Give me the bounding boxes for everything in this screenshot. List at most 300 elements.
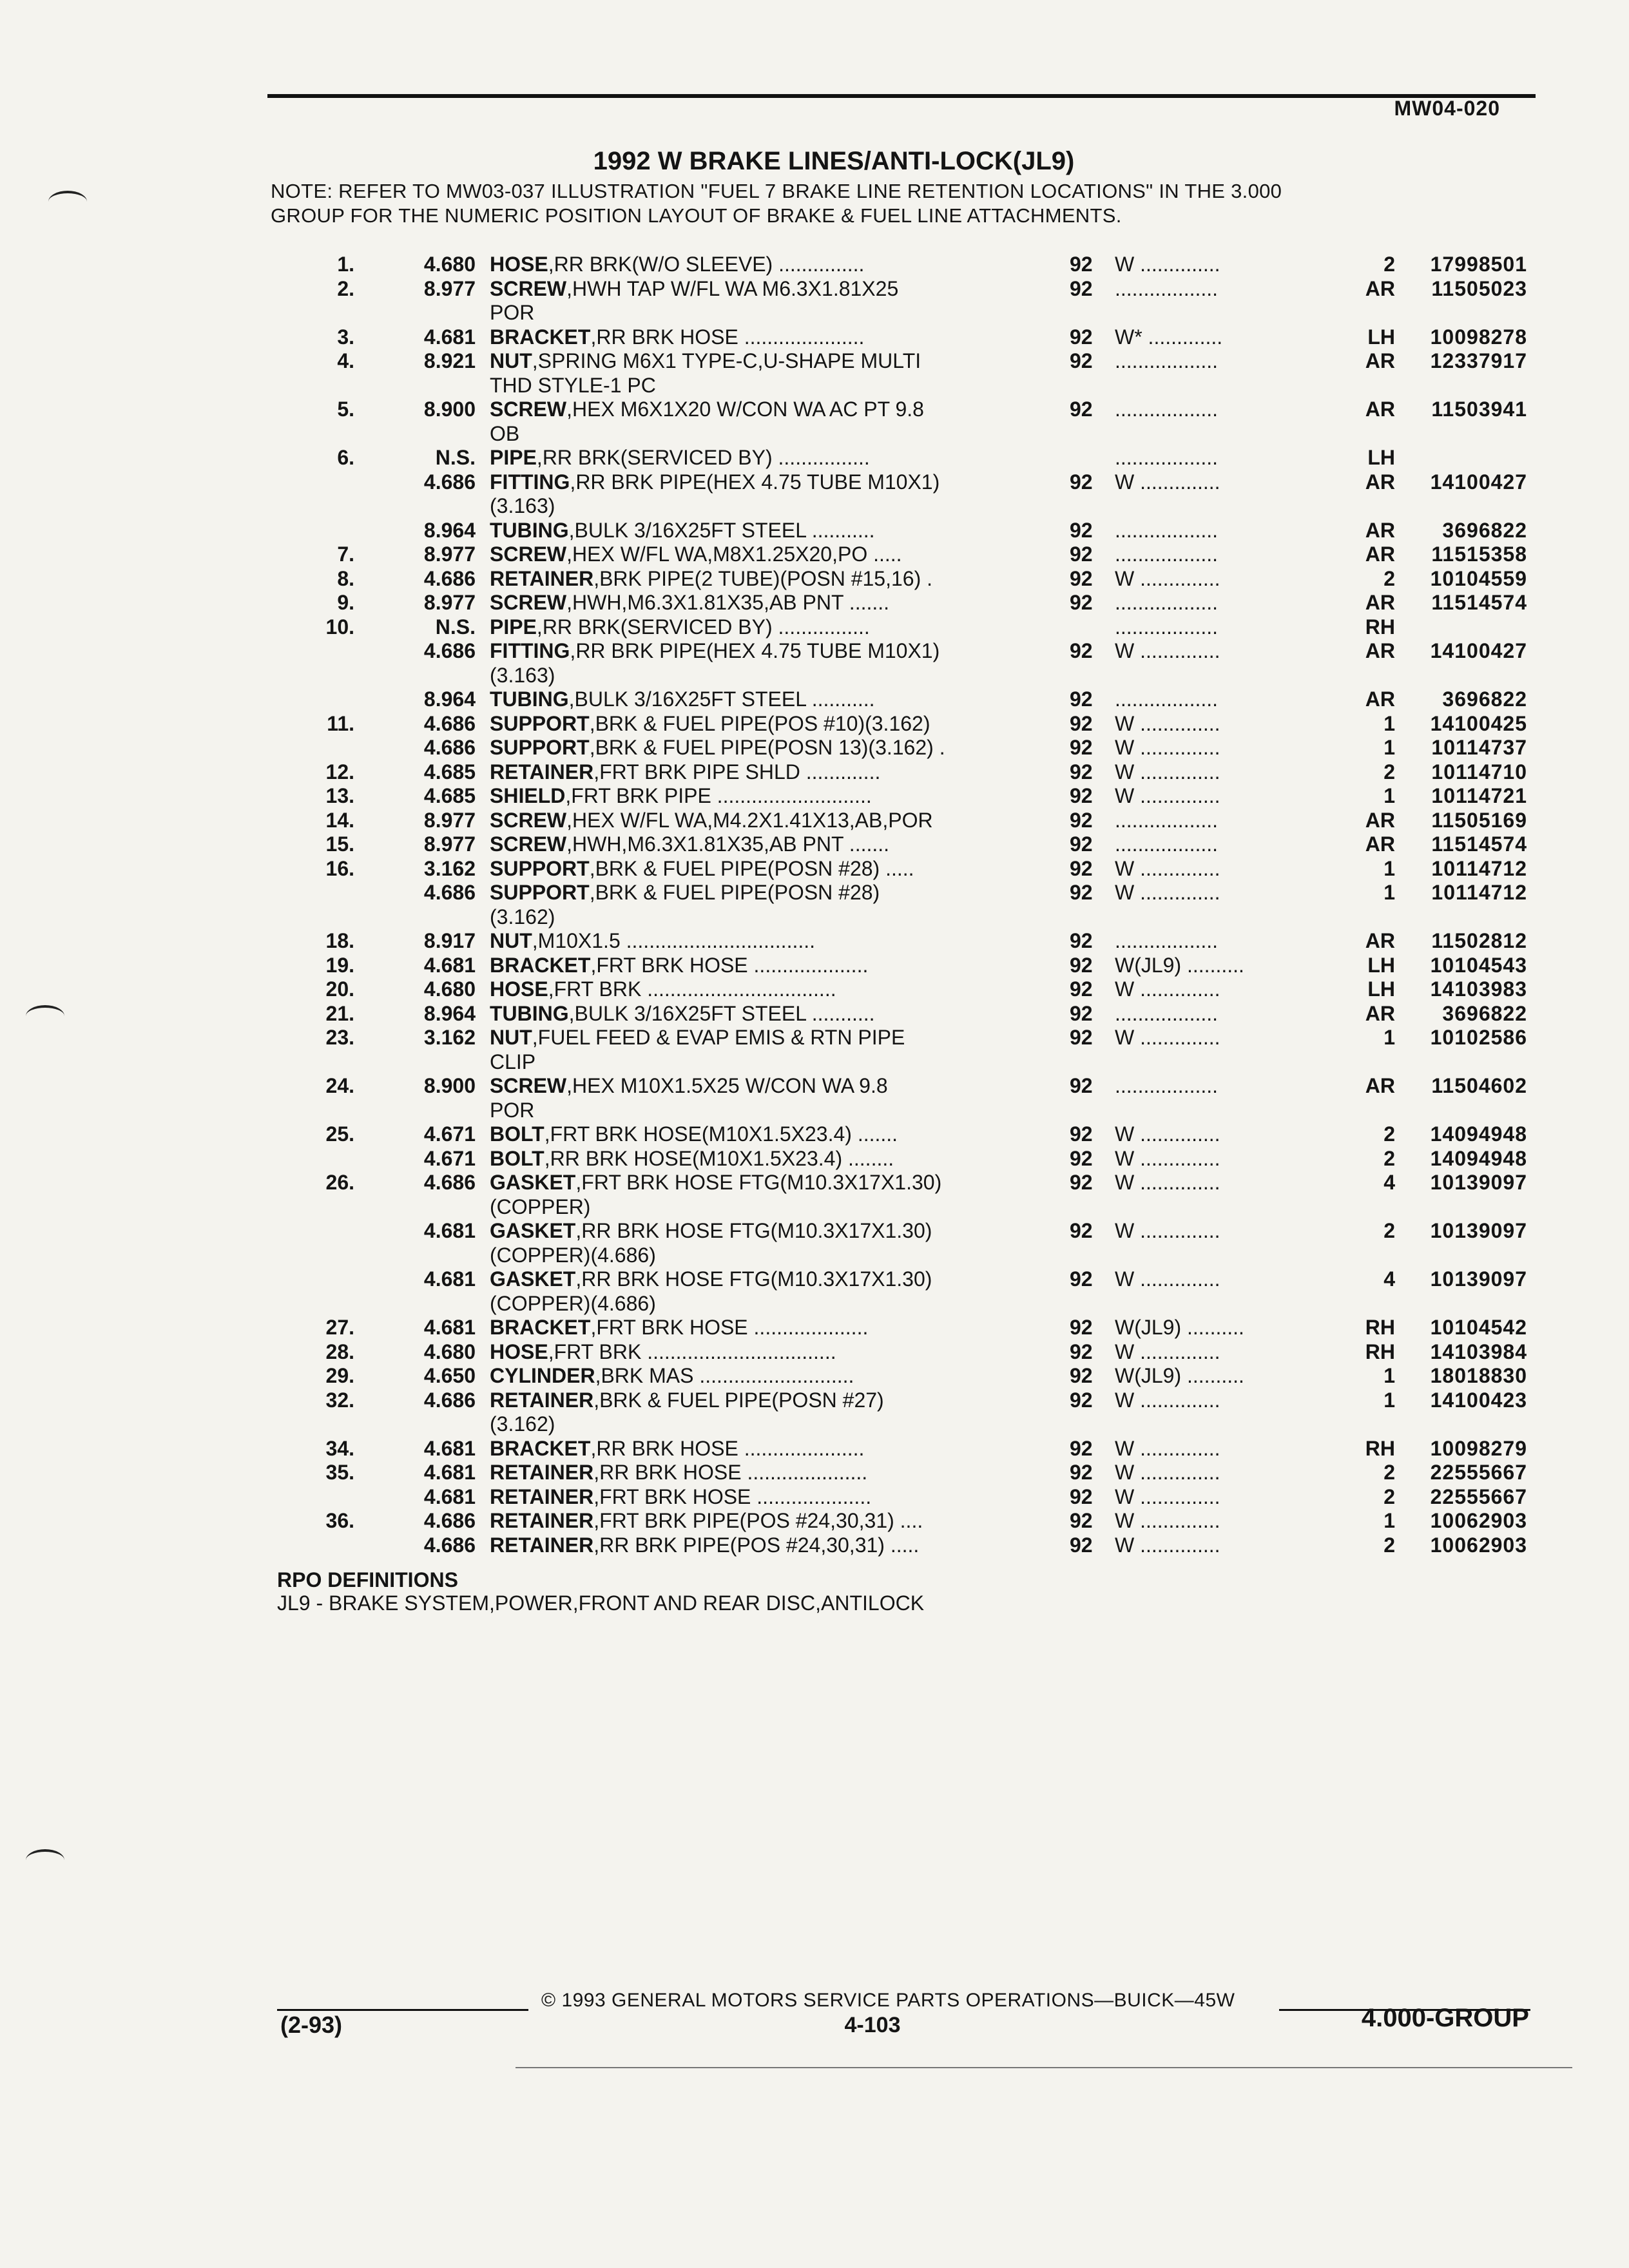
series-code: .................. xyxy=(1115,687,1219,711)
model-year: 92 xyxy=(1070,398,1093,421)
table-row xyxy=(0,1364,1629,1389)
quantity: 1 xyxy=(1383,736,1395,759)
part-description xyxy=(490,1147,1018,1171)
position-number: 21. xyxy=(325,1001,354,1025)
table-row xyxy=(0,615,1629,640)
series-code: W .............. xyxy=(1115,1146,1220,1170)
model-year: 92 xyxy=(1070,253,1093,276)
part-number: 11504602 xyxy=(1431,1074,1527,1097)
table-row xyxy=(0,1219,1629,1244)
table-row xyxy=(0,1461,1629,1485)
model-year: 92 xyxy=(1070,1001,1093,1025)
quantity: AR xyxy=(1365,808,1395,832)
table-row xyxy=(0,687,1629,712)
footer-rule-left xyxy=(277,2009,528,2011)
model-year: 92 xyxy=(1070,543,1093,566)
part-name: RETAINER xyxy=(490,1509,594,1532)
series-code: W .............. xyxy=(1115,1267,1220,1291)
part-name: HOSE xyxy=(490,977,548,1001)
table-row xyxy=(0,905,1629,930)
position-number: 25. xyxy=(325,1122,354,1146)
model-year: 92 xyxy=(1070,977,1093,1001)
part-detail: (3.162) xyxy=(490,905,555,928)
quantity: 1 xyxy=(1383,711,1395,735)
series-code: W .............. xyxy=(1115,1026,1220,1049)
part-description xyxy=(490,1050,1018,1075)
part-detail: (COPPER)(4.686) xyxy=(490,1243,656,1267)
part-name: SCREW xyxy=(490,398,567,421)
part-detail: (3.163) xyxy=(490,663,555,687)
part-number: 11515358 xyxy=(1431,543,1527,566)
table-row xyxy=(0,1050,1629,1075)
part-detail: ,M10X1.5 ................................. xyxy=(532,929,816,952)
part-detail: ,BULK 3/16X25FT STEEL ........... xyxy=(568,518,875,542)
group-number: 8.977 xyxy=(423,832,476,856)
table-row xyxy=(0,1099,1629,1123)
part-description xyxy=(490,1195,1018,1220)
model-year: 92 xyxy=(1070,881,1093,904)
part-detail: ,BRK MAS ........................... xyxy=(595,1364,854,1387)
part-name: FITTING xyxy=(490,470,570,494)
quantity: AR xyxy=(1365,518,1395,542)
part-number: 10139097 xyxy=(1430,1171,1527,1194)
part-description xyxy=(490,857,1018,881)
series-code: W(JL9) .......... xyxy=(1115,1316,1244,1339)
series-code: .................. xyxy=(1115,543,1219,566)
part-number: 14103983 xyxy=(1430,977,1527,1001)
series-code: W .............. xyxy=(1115,1171,1220,1194)
position-number: 3. xyxy=(337,325,354,349)
position-number: 8. xyxy=(337,566,354,590)
series-code: W .............. xyxy=(1115,1509,1220,1532)
series-code: W .............. xyxy=(1115,253,1220,276)
part-description xyxy=(490,1412,1018,1437)
model-year: 92 xyxy=(1070,470,1093,494)
group-number: 8.964 xyxy=(423,687,476,711)
quantity: AR xyxy=(1365,349,1395,372)
part-name: CYLINDER xyxy=(490,1364,595,1387)
part-name: TUBING xyxy=(490,687,569,711)
position-number: 6. xyxy=(337,446,354,469)
table-row xyxy=(0,1533,1629,1558)
part-description xyxy=(490,1461,1018,1485)
model-year: 92 xyxy=(1070,639,1093,662)
model-year: 92 xyxy=(1070,1388,1093,1412)
part-detail: ,FUEL FEED & EVAP EMIS & RTN PIPE xyxy=(532,1026,905,1049)
part-description xyxy=(490,398,1018,422)
table-row xyxy=(0,1340,1629,1365)
part-number: 10139097 xyxy=(1430,1219,1527,1242)
group-number: 4.680 xyxy=(423,977,476,1001)
quantity: LH xyxy=(1367,446,1395,469)
part-description xyxy=(490,954,1018,978)
part-description xyxy=(490,736,1018,760)
part-number: 3696822 xyxy=(1442,687,1527,711)
part-description xyxy=(490,325,1018,350)
series-code: W .............. xyxy=(1115,711,1220,735)
table-row xyxy=(0,277,1629,302)
position-number: 32. xyxy=(325,1388,354,1412)
part-number: 14100425 xyxy=(1430,711,1527,735)
part-detail: ,SPRING M6X1 TYPE-C,U-SHAPE MULTI xyxy=(532,349,921,372)
quantity: 2 xyxy=(1383,1219,1395,1242)
quantity: 4 xyxy=(1383,1267,1395,1291)
group-number: 4.681 xyxy=(423,1485,476,1508)
model-year: 92 xyxy=(1070,1436,1093,1460)
position-number: 19. xyxy=(325,953,354,977)
part-detail: ,RR BRK PIPE(POS #24,30,31) ..... xyxy=(593,1533,920,1557)
series-code: W .............. xyxy=(1115,1219,1220,1242)
table-row xyxy=(0,519,1629,543)
part-description xyxy=(490,1171,1018,1195)
position-number: 23. xyxy=(325,1026,354,1049)
part-number: 14094948 xyxy=(1430,1122,1527,1146)
model-year: 92 xyxy=(1070,1461,1093,1484)
part-detail: ,HEX W/FL WA,M8X1.25X20,PO ..... xyxy=(566,543,902,566)
table-row xyxy=(0,857,1629,881)
scan-mark-1 xyxy=(48,191,87,213)
group-number: 8.917 xyxy=(423,929,476,952)
part-detail: ,RR BRK HOSE ..................... xyxy=(593,1461,868,1484)
model-year: 92 xyxy=(1070,1122,1093,1146)
quantity: AR xyxy=(1365,591,1395,614)
part-description xyxy=(490,1267,1018,1292)
part-detail: ,RR BRK(SERVICED BY) ................ xyxy=(536,446,870,469)
part-name: SHIELD xyxy=(490,784,566,807)
group-number: 4.685 xyxy=(423,760,476,783)
model-year: 92 xyxy=(1070,711,1093,735)
part-detail: POR xyxy=(490,1098,535,1122)
quantity: AR xyxy=(1365,929,1395,952)
group-number: 4.686 xyxy=(423,1171,476,1194)
part-description xyxy=(490,349,1018,374)
group-number: 4.681 xyxy=(423,953,476,977)
group-number: 4.671 xyxy=(423,1122,476,1146)
part-description xyxy=(490,687,1018,712)
part-number: 10098278 xyxy=(1430,325,1527,349)
position-number: 29. xyxy=(325,1364,354,1387)
series-code: .................. xyxy=(1115,929,1219,952)
part-detail: ,FRT BRK HOSE .................... xyxy=(590,1316,869,1339)
part-description xyxy=(490,1002,1018,1026)
position-number: 34. xyxy=(325,1436,354,1460)
quantity: 1 xyxy=(1383,881,1395,904)
table-row xyxy=(0,977,1629,1002)
model-year: 92 xyxy=(1070,518,1093,542)
part-detail: ,RR BRK PIPE(HEX 4.75 TUBE M10X1) xyxy=(570,639,940,662)
model-year: 92 xyxy=(1070,929,1093,952)
series-code: W .............. xyxy=(1115,784,1220,807)
quantity: RH xyxy=(1365,1316,1395,1339)
part-name: HOSE xyxy=(490,1340,548,1363)
part-detail: ,BRK & FUEL PIPE(POSN #27) xyxy=(593,1388,884,1412)
part-name: NUT xyxy=(490,929,532,952)
quantity: AR xyxy=(1365,832,1395,856)
table-row xyxy=(0,543,1629,567)
part-number: 10098279 xyxy=(1430,1436,1527,1460)
series-code: W .............. xyxy=(1115,1122,1220,1146)
part-number: 10114710 xyxy=(1431,760,1527,783)
part-name: RETAINER xyxy=(490,1533,594,1557)
table-row xyxy=(0,374,1629,398)
part-description xyxy=(490,1122,1018,1147)
position-number: 27. xyxy=(325,1316,354,1339)
model-year: 92 xyxy=(1070,784,1093,807)
part-description xyxy=(490,1292,1018,1316)
table-row xyxy=(0,712,1629,736)
position-number: 9. xyxy=(337,591,354,614)
group-number: N.S. xyxy=(435,446,476,469)
group-number: 4.681 xyxy=(423,1461,476,1484)
position-number: 2. xyxy=(337,276,354,300)
part-name: FITTING xyxy=(490,639,570,662)
position-number: 12. xyxy=(325,760,354,783)
group-number: 4.685 xyxy=(423,784,476,807)
part-detail: (3.162) xyxy=(490,1412,555,1436)
quantity: 1 xyxy=(1383,784,1395,807)
series-code: W .............. xyxy=(1115,1533,1220,1557)
part-detail: ,FRT BRK HOSE FTG(M10.3X17X1.30) xyxy=(575,1171,942,1194)
part-description xyxy=(490,1389,1018,1413)
position-number: 16. xyxy=(325,856,354,880)
position-number: 4. xyxy=(337,349,354,372)
part-detail: POR xyxy=(490,301,535,324)
part-name: TUBING xyxy=(490,1001,569,1025)
part-detail: ,FRT BRK ................................. xyxy=(548,977,836,1001)
part-name: BRACKET xyxy=(490,953,591,977)
part-description xyxy=(490,760,1018,785)
table-row xyxy=(0,929,1629,954)
part-name: PIPE xyxy=(490,446,537,469)
group-number: 8.977 xyxy=(423,543,476,566)
quantity: AR xyxy=(1365,1074,1395,1097)
series-code: .................. xyxy=(1115,591,1219,614)
part-number: 10062903 xyxy=(1430,1533,1527,1557)
position-number: 14. xyxy=(325,808,354,832)
position-number: 15. xyxy=(325,832,354,856)
table-row xyxy=(0,1074,1629,1099)
part-name: GASKET xyxy=(490,1267,576,1291)
group-number: 8.921 xyxy=(423,349,476,372)
quantity: 4 xyxy=(1383,1171,1395,1194)
quantity: AR xyxy=(1365,276,1395,300)
note-line-2: GROUP FOR THE NUMERIC POSITION LAYOUT OF BRAKE & FUEL LINE ATTACHMENTS. xyxy=(271,204,1122,227)
part-name: RETAINER xyxy=(490,1388,594,1412)
series-code: W .............. xyxy=(1115,639,1220,662)
part-number: 10139097 xyxy=(1430,1267,1527,1291)
part-number: 11505169 xyxy=(1431,808,1527,832)
parts-table xyxy=(0,253,1629,1557)
document-id: MW04-020 xyxy=(1394,97,1500,120)
part-name: SUPPORT xyxy=(490,856,590,880)
quantity: AR xyxy=(1365,398,1395,421)
part-detail: ,BRK & FUEL PIPE(POSN #28) ..... xyxy=(589,856,914,880)
table-row xyxy=(0,301,1629,325)
series-code: W .............. xyxy=(1115,1436,1220,1460)
group-number: 4.681 xyxy=(423,1436,476,1460)
part-number: 22555667 xyxy=(1430,1485,1527,1508)
part-description xyxy=(490,905,1018,930)
table-row xyxy=(0,1485,1629,1510)
part-number: 14100427 xyxy=(1430,639,1527,662)
part-detail: ,HWH TAP W/FL WA M6.3X1.81X25 xyxy=(566,276,899,300)
model-year: 92 xyxy=(1070,1316,1093,1339)
group-number: 4.686 xyxy=(423,1509,476,1532)
series-code: W .............. xyxy=(1115,1461,1220,1484)
group-number: 8.977 xyxy=(423,591,476,614)
part-number: 11505023 xyxy=(1431,276,1527,300)
table-row xyxy=(0,1389,1629,1413)
position-number: 11. xyxy=(327,711,354,735)
part-detail: ,HEX M10X1.5X25 W/CON WA 9.8 xyxy=(566,1074,888,1097)
table-row xyxy=(0,1437,1629,1461)
part-description xyxy=(490,446,1018,470)
model-year: 92 xyxy=(1070,349,1093,372)
model-year: 92 xyxy=(1070,591,1093,614)
quantity: 1 xyxy=(1383,1364,1395,1387)
rpo-definition: JL9 - BRAKE SYSTEM,POWER,FRONT AND REAR DISC,ANTILOCK xyxy=(277,1591,925,1615)
series-code: .................. xyxy=(1115,518,1219,542)
part-description xyxy=(490,639,1018,664)
part-number: 10104543 xyxy=(1430,953,1527,977)
part-number: 10114721 xyxy=(1431,784,1527,807)
group-number: 4.650 xyxy=(423,1364,476,1387)
part-number: 3696822 xyxy=(1442,518,1527,542)
model-year: 92 xyxy=(1070,1509,1093,1532)
series-code: W(JL9) .......... xyxy=(1115,1364,1244,1387)
group-number: 4.680 xyxy=(423,1340,476,1363)
part-description xyxy=(490,977,1018,1002)
part-name: SCREW xyxy=(490,543,567,566)
series-code: W* ............. xyxy=(1115,325,1223,349)
group-number: 4.681 xyxy=(423,1219,476,1242)
group-number: 4.681 xyxy=(423,1267,476,1291)
model-year: 92 xyxy=(1070,1340,1093,1363)
series-code: W .............. xyxy=(1115,977,1220,1001)
table-row xyxy=(0,1244,1629,1268)
model-year: 92 xyxy=(1070,736,1093,759)
table-row xyxy=(0,325,1629,350)
position-number: 35. xyxy=(325,1461,354,1484)
part-number: 18018830 xyxy=(1430,1364,1527,1387)
part-description xyxy=(490,277,1018,302)
part-description xyxy=(490,809,1018,833)
part-description xyxy=(490,1485,1018,1510)
series-code: .................. xyxy=(1115,615,1219,639)
table-row xyxy=(0,1195,1629,1220)
part-detail: ,RR BRK HOSE ..................... xyxy=(590,325,865,349)
part-name: SUPPORT xyxy=(490,736,590,759)
part-description xyxy=(490,832,1018,857)
part-number: 12337917 xyxy=(1430,349,1527,372)
part-name: SCREW xyxy=(490,276,567,300)
part-number: 10062903 xyxy=(1430,1509,1527,1532)
position-number: 20. xyxy=(325,977,354,1001)
part-detail: ,RR BRK(W/O SLEEVE) ............... xyxy=(548,253,865,276)
footer-copyright: © 1993 GENERAL MOTORS SERVICE PARTS OPERATIONS—BUICK—45W xyxy=(541,1990,1235,2011)
table-row xyxy=(0,809,1629,833)
part-description xyxy=(490,1074,1018,1099)
part-detail: ,RR BRK PIPE(HEX 4.75 TUBE M10X1) xyxy=(570,470,940,494)
position-number: 28. xyxy=(325,1340,354,1363)
group-label: 4.000-GROUP xyxy=(1361,2004,1529,2032)
page-title: 1992 W BRAKE LINES/ANTI-LOCK(JL9) xyxy=(593,147,1075,175)
table-row xyxy=(0,1002,1629,1026)
part-number: 17998501 xyxy=(1430,253,1527,276)
part-detail: (COPPER) xyxy=(490,1195,591,1218)
group-number: 4.686 xyxy=(423,1388,476,1412)
part-number: 10104559 xyxy=(1430,566,1527,590)
table-row xyxy=(0,664,1629,688)
position-number: 10. xyxy=(325,615,354,639)
part-number: 14100423 xyxy=(1430,1388,1527,1412)
group-number: 8.977 xyxy=(423,276,476,300)
model-year: 92 xyxy=(1070,1146,1093,1170)
part-description xyxy=(490,784,1018,809)
position-number: 7. xyxy=(337,543,354,566)
part-detail: ,RR BRK HOSE FTG(M10.3X17X1.30) xyxy=(575,1267,932,1291)
part-description xyxy=(490,1533,1018,1558)
quantity: 1 xyxy=(1383,1509,1395,1532)
group-number: 4.686 xyxy=(423,736,476,759)
part-detail: ,FRT BRK HOSE(M10X1.5X23.4) ....... xyxy=(544,1122,898,1146)
part-description xyxy=(490,615,1018,640)
part-detail: ,RR BRK(SERVICED BY) ................ xyxy=(536,615,870,639)
series-code: W .............. xyxy=(1115,760,1220,783)
quantity: RH xyxy=(1365,615,1395,639)
part-detail: ,BULK 3/16X25FT STEEL ........... xyxy=(568,687,875,711)
table-row xyxy=(0,494,1629,519)
table-row xyxy=(0,1292,1629,1316)
header-rule xyxy=(267,94,1536,98)
part-detail: ,BRK & FUEL PIPE(POSN #28) xyxy=(589,881,880,904)
part-description xyxy=(490,1364,1018,1389)
part-name: HOSE xyxy=(490,253,548,276)
table-row xyxy=(0,832,1629,857)
part-detail: ,BRK & FUEL PIPE(POSN 13)(3.162) . xyxy=(589,736,945,759)
part-description xyxy=(490,1099,1018,1123)
part-name: RETAINER xyxy=(490,566,594,590)
model-year: 92 xyxy=(1070,832,1093,856)
part-name: SUPPORT xyxy=(490,711,590,735)
part-detail: ,RR BRK HOSE ..................... xyxy=(590,1436,865,1460)
part-description xyxy=(490,1509,1018,1533)
footer-bottom-rule xyxy=(516,2067,1572,2068)
part-description xyxy=(490,374,1018,398)
part-description xyxy=(490,1437,1018,1461)
model-year: 92 xyxy=(1070,1267,1093,1291)
model-year: 92 xyxy=(1070,953,1093,977)
part-name: NUT xyxy=(490,349,532,372)
series-code: .................. xyxy=(1115,832,1219,856)
part-detail: ,HWH,M6.3X1.81X35,AB PNT ....... xyxy=(566,591,890,614)
part-description xyxy=(490,591,1018,615)
quantity: AR xyxy=(1365,687,1395,711)
part-name: SCREW xyxy=(490,591,567,614)
group-number: 3.162 xyxy=(423,1026,476,1049)
table-row xyxy=(0,470,1629,495)
part-detail: THD STYLE-1 PC xyxy=(490,373,656,397)
part-description xyxy=(490,567,1018,591)
part-number: 11503941 xyxy=(1431,398,1527,421)
part-detail: ,FRT BRK HOSE .................... xyxy=(590,953,869,977)
group-number: 3.162 xyxy=(423,856,476,880)
part-name: NUT xyxy=(490,1026,532,1049)
model-year: 92 xyxy=(1070,856,1093,880)
quantity: LH xyxy=(1367,977,1395,1001)
part-number: 11514574 xyxy=(1431,832,1527,856)
group-number: N.S. xyxy=(435,615,476,639)
